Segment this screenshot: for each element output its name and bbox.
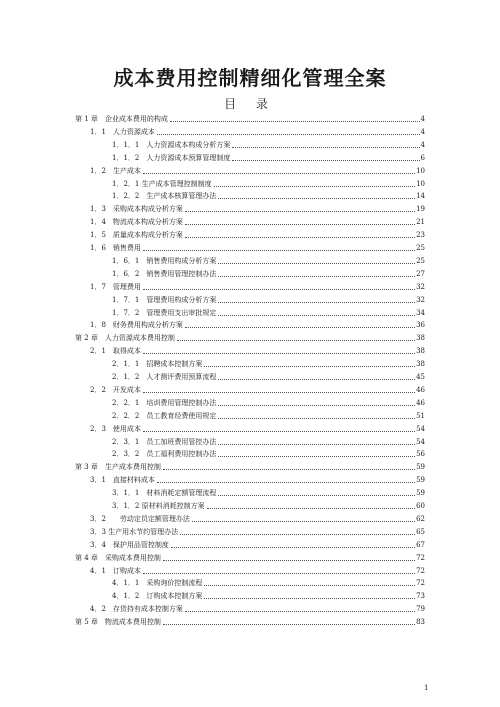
toc-entry[interactable] — [75, 551, 425, 563]
toc-entry-label: 3．3 生产用水节约管理办法 — [90, 527, 179, 536]
toc-entry[interactable] — [90, 564, 425, 576]
toc-entry-label: 2．1．1 招聘成本控制方案 — [112, 360, 203, 369]
toc-entry-page: 32 — [416, 295, 425, 304]
toc-entry-label: 1．7 管理费用 — [90, 282, 141, 291]
toc-leader-dots — [214, 185, 415, 187]
toc-entry[interactable] — [90, 280, 425, 292]
toc-entry-label: 1．1 人力资源成本 — [90, 127, 155, 136]
toc-entry-page: 6 — [420, 153, 425, 162]
toc-entry-page: 79 — [416, 605, 425, 614]
toc-entry-label: 1．2．1 生产成本管理控制制度 — [112, 179, 212, 188]
toc-entry-page: 65 — [416, 527, 425, 536]
toc-entry[interactable] — [112, 396, 425, 408]
toc-entry-label: 2．2 开发成本 — [90, 385, 141, 394]
toc-leader-dots — [207, 507, 415, 509]
toc-leader-dots — [143, 391, 415, 393]
toc-entry-label: 3．2 劳动定员定额管理办法 — [90, 514, 190, 523]
toc-leader-dots — [143, 430, 415, 432]
toc-entry-label: 1．6．2 销售费用管理控制办法 — [112, 269, 217, 278]
toc-leader-dots — [185, 326, 415, 328]
toc-entry[interactable] — [112, 589, 425, 601]
toc-leader-dots — [157, 481, 415, 483]
toc-entry-label: 2．3 使用成本 — [90, 424, 141, 433]
toc-entry-label: 1．1．1 人力资源成本构成分析方案 — [112, 140, 231, 149]
toc-entry[interactable] — [112, 576, 425, 588]
toc-entry-label: 1．2．2 生产成本核算管理办法 — [112, 192, 217, 201]
toc-leader-dots — [218, 301, 415, 303]
toc-entry[interactable] — [75, 331, 425, 343]
toc-entry-page: 34 — [416, 308, 425, 317]
toc-entry[interactable] — [75, 615, 425, 627]
toc-leader-dots — [143, 172, 415, 174]
toc-leader-dots — [192, 520, 415, 522]
toc-entry-page: 46 — [416, 385, 425, 394]
toc-entry-page: 62 — [416, 514, 425, 523]
toc-entry-label: 3．1．1 材料消耗定额管理流程 — [112, 489, 217, 498]
toc-leader-dots — [143, 288, 415, 290]
toc-entry[interactable] — [112, 370, 425, 382]
toc-entry-page: 54 — [416, 437, 425, 446]
toc-leader-dots — [232, 146, 419, 148]
toc-entry-page: 72 — [416, 553, 425, 562]
toc-entry[interactable] — [90, 125, 425, 137]
toc-entry-label: 4．1．2 订购成本控制方案 — [112, 592, 203, 601]
toc-entry-label: 3．4 保护用品管控制度 — [90, 540, 169, 549]
toc-entry-label: 1．7．2 管理费用支出审批规定 — [112, 308, 217, 317]
toc-entry-label: 2．1 取得成本 — [90, 347, 141, 356]
toc-entry[interactable] — [90, 215, 425, 227]
toc-entry-page: 46 — [416, 398, 425, 407]
toc-leader-dots — [185, 210, 415, 212]
toc-entry[interactable] — [90, 512, 425, 524]
toc-entry-label: 3．1．2 原材料消耗控制方案 — [112, 502, 205, 510]
toc-entry-label: 1．6．1 销售费用构成分析方案 — [112, 256, 217, 265]
toc-entry-page: 59 — [416, 476, 425, 485]
toc-entry-page: 14 — [416, 192, 425, 201]
toc-leader-dots — [185, 610, 415, 612]
toc-entry-page: 56 — [416, 450, 425, 459]
toc-entry[interactable] — [112, 499, 425, 511]
toc-entry-page: 25 — [416, 244, 425, 252]
toc-entry-page: 23 — [416, 231, 425, 240]
toc-entry-page: 36 — [416, 321, 425, 330]
toc-entry[interactable] — [90, 525, 425, 537]
toc-entry-page: 4 — [420, 140, 425, 149]
toc-entry[interactable] — [90, 164, 425, 176]
toc-entry[interactable] — [90, 383, 425, 395]
toc-entry[interactable] — [90, 318, 425, 330]
toc-leader-dots — [218, 262, 415, 264]
toc-entry-page: 73 — [416, 592, 425, 601]
toc-leader-dots — [218, 455, 415, 457]
toc-entry-page: 59 — [416, 463, 425, 472]
toc-entry[interactable] — [112, 151, 425, 163]
toc-entry[interactable] — [112, 293, 425, 305]
toc-entry-label: 1．3 采购成本构成分析方案 — [90, 205, 183, 214]
toc-entry-label: 1．1．2 人力资源成本预算管理制度 — [112, 153, 231, 162]
toc-entry-page: 67 — [416, 540, 425, 549]
toc-entry-label: 1．2 生产成本 — [90, 166, 141, 175]
toc-leader-dots — [143, 249, 415, 251]
toc-entry[interactable] — [75, 460, 425, 472]
toc-entry-label: 3．1 直接材料成本 — [90, 476, 155, 485]
toc-leader-dots — [157, 133, 420, 135]
toc-entry-page: 38 — [416, 360, 425, 369]
toc-entry[interactable] — [112, 267, 425, 279]
toc-leader-dots — [185, 236, 415, 238]
toc-leader-dots — [232, 159, 419, 161]
toc-entry-label: 1．7．1 管理费用构成分析方案 — [112, 295, 217, 304]
toc-entry-page: 10 — [416, 179, 425, 188]
toc-leader-dots — [143, 572, 415, 574]
toc-entry[interactable] — [90, 602, 425, 614]
toc-entry-label: 第 2 章 人力资源成本费用控制 — [75, 334, 175, 343]
toc-leader-dots — [185, 223, 415, 225]
toc-entry[interactable] — [90, 202, 425, 214]
toc-entry-page: 4 — [420, 115, 425, 123]
toc-entry-page: 72 — [416, 579, 425, 588]
toc-entry-label: 第 5 章 物流成本费用控制 — [75, 618, 161, 627]
toc-leader-dots — [218, 378, 415, 380]
toc-entry-label: 1．8 财务费用构成分析方案 — [90, 321, 183, 330]
toc-entry-page: 4 — [420, 127, 425, 136]
toc-entry-page: 38 — [416, 334, 425, 343]
toc-entry[interactable] — [112, 189, 425, 201]
toc-entry-label: 2．3．1 员工加班费用管控办法 — [112, 437, 217, 446]
toc-entry[interactable] — [112, 138, 425, 150]
toc-leader-dots — [177, 339, 415, 341]
toc-entry-label: 4．1．1 采购询价控制流程 — [112, 579, 203, 588]
toc-entry[interactable] — [112, 435, 425, 447]
toc-heading: 目 录 — [224, 97, 276, 111]
toc-entry[interactable] — [90, 422, 425, 434]
toc-leader-dots — [163, 559, 415, 561]
document-title: 成本费用控制精细化管理全案 — [113, 66, 387, 90]
toc-entry-label: 2．1．2 人才测评费用预算流程 — [112, 373, 217, 381]
toc-entry[interactable] — [112, 357, 425, 369]
toc-entry-page: 27 — [416, 269, 425, 278]
toc-entry[interactable] — [112, 409, 425, 421]
toc-leader-dots — [163, 468, 415, 470]
toc-leader-dots — [218, 494, 415, 496]
toc-leader-dots — [143, 352, 415, 354]
toc-entry-label: 第 4 章 采购成本费用控制 — [75, 553, 161, 562]
toc-leader-dots — [204, 584, 415, 586]
toc-entry-page: 21 — [416, 218, 425, 227]
toc-entry-label: 2．3．2 员工福利费用控制办法 — [112, 450, 217, 459]
toc-entry-page: 19 — [416, 205, 425, 214]
toc-leader-dots — [218, 275, 415, 277]
toc-entry[interactable] — [90, 241, 425, 253]
toc-entry[interactable] — [90, 228, 425, 240]
toc-entry-label: 1．4 物流成本构成分析方案 — [90, 218, 183, 227]
toc-leader-dots — [204, 365, 415, 367]
toc-entry-label: 4．2 存货持有成本控制方案 — [90, 605, 183, 614]
toc-leader-dots — [218, 404, 415, 406]
page-number: 1 — [424, 684, 429, 692]
toc-leader-dots — [218, 417, 415, 419]
toc-entry-page: 72 — [416, 566, 425, 575]
toc-entry[interactable] — [112, 177, 425, 189]
toc-entry-label: 2．2．2 员工教育经费使用规定 — [112, 411, 217, 420]
toc-leader-dots — [171, 546, 415, 548]
toc-entry[interactable] — [112, 306, 425, 318]
toc-entry-page: 54 — [416, 424, 425, 433]
toc-entry[interactable] — [90, 473, 425, 485]
toc-entry-page: 32 — [416, 282, 425, 291]
toc-entry-label: 1．5 质量成本构成分析方案 — [90, 231, 183, 240]
toc-leader-dots — [218, 443, 415, 445]
toc-entry[interactable] — [112, 447, 425, 459]
toc-entry[interactable] — [90, 538, 425, 550]
toc-entry-page: 59 — [416, 489, 425, 498]
toc-entry-label: 4．1 订购成本 — [90, 566, 141, 575]
toc-entry-label: 第 1 章 企业成本费用的构成 — [75, 115, 168, 123]
toc-entry-page: 45 — [416, 373, 425, 381]
toc-leader-dots — [180, 533, 415, 535]
toc-entry-page: 38 — [416, 347, 425, 356]
toc-leader-dots — [163, 623, 415, 625]
toc-entry-page: 83 — [416, 618, 425, 627]
toc-leader-dots — [218, 314, 415, 316]
toc-leader-dots — [204, 597, 415, 599]
toc-leader-dots — [218, 197, 415, 199]
toc-entry[interactable] — [112, 486, 425, 498]
toc-entry[interactable] — [112, 254, 425, 266]
toc-entry-page: 10 — [416, 166, 425, 175]
toc-entry-page: 51 — [416, 411, 425, 420]
toc-entry-label: 1．6 销售费用 — [90, 244, 141, 252]
toc-leader-dots — [170, 120, 420, 122]
toc-entry-label: 2．2．1 培训费用管理控制办法 — [112, 398, 217, 407]
toc-entry-page: 25 — [416, 256, 425, 265]
toc-entry[interactable] — [75, 112, 425, 124]
toc-entry-label: 第 3 章 生产成本费用控制 — [75, 463, 161, 472]
toc-entry-page: 60 — [416, 502, 425, 510]
toc-entry[interactable] — [90, 344, 425, 356]
